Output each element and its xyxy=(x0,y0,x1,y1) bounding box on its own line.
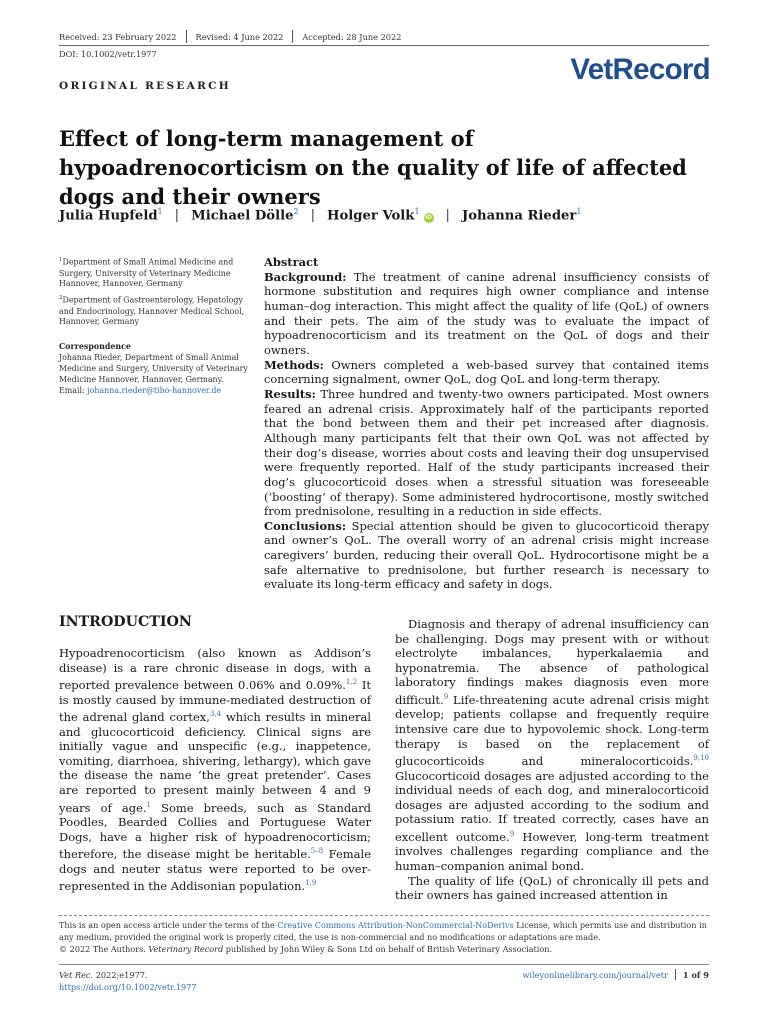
footer-citation: Vet Rec. 2022;e1977. https://doi.org/10.1002/vetr.1977 xyxy=(59,970,197,993)
abstract-results: Results: Three hundred and twenty-two owners participated. Most owners feared an adrenal crisis. Approximately half of the participants reported that the bond between them and their pet increased after diagnosis. Although many participants felt that their own QoL was not affected by their dog’s disease, worries about costs and leaving their dog unsupervised were frequently reported. Half of the study participants increased their dog’s glucocorticoid doses when a stressful situation was foreseeable (‘boosting’ of therapy). Some administered hydrocortisone, mostly switched from prednisolone, resulting in a reduction in side effects. xyxy=(264,386,709,519)
doi-link[interactable]: https://doi.org/10.1002/vetr.1977 xyxy=(59,982,197,993)
citation-link[interactable]: 9 xyxy=(509,829,515,838)
citation-link[interactable]: 5–8 xyxy=(310,847,324,856)
author-separator: | xyxy=(445,207,450,223)
journal-url-link[interactable]: wileyonlinelibrary.com/journal/vetr xyxy=(522,969,668,980)
header-rule xyxy=(59,45,709,46)
author-list xyxy=(59,207,581,223)
citation-link[interactable]: 1 xyxy=(146,800,152,809)
citation-link[interactable]: 1,2 xyxy=(345,678,358,687)
abstract-background: Background: The treatment of canine adrenal insufficiency consists of hormone substitution and requires high owner compliance and intense human–dog interaction. This might affect the quality of life (QoL) of owners and their pets. The aim of the study was to evaluate the impact of hypoadrenocorticism and its treatment on the QoL of dogs and their owners. xyxy=(264,269,709,357)
citation-link[interactable]: 3,4 xyxy=(209,710,222,719)
received-date: Received: 23 February 2022 xyxy=(59,31,177,42)
submission-dates xyxy=(59,30,401,43)
affiliation: $^1$Department of Small Animal Medicine and Surgery, University of Veterinary Medicine Hannover, Hannover, Germany xyxy=(59,257,234,289)
abstract-conclusions: Conclusions: Special attention should be given to glucocorticoid therapy and owner’s QoL. The overall worry of an adrenal crisis might increase caregivers’ burden, reducing their overall QoL. Hydrocortisone might be a safe alternative to prednisolone, but further research is necessary to evaluate its long-term efficacy and safety in dogs. xyxy=(264,518,709,592)
section-label: ORIGINAL RESEARCH xyxy=(59,80,232,92)
journal-logo: VetRecord xyxy=(570,53,710,86)
author-name[interactable]: Holger Volk$^1$iD xyxy=(327,207,432,224)
citation-link[interactable]: 9,10 xyxy=(693,754,709,763)
footer-right xyxy=(505,969,709,980)
footer-rule xyxy=(59,964,709,965)
license-link[interactable]: Creative Commons Attribution-NonCommercial-NoDerivs xyxy=(277,920,514,930)
divider xyxy=(675,969,676,980)
page-number: 1 of 9 xyxy=(682,969,709,980)
divider xyxy=(186,30,187,43)
paragraph: Hypoadrenocorticism (also known as Addison’s disease) is a rare chronic disease in dogs, with a reported prevalence between 0.06% and 0.09%.$^{1,2}$ It is mostly caused by immune-mediated destruction of the adrenal gland cortex,$^{3,4}$ which results in mineral and glucocorticoid deficiency. Clinical signs are initially vague and unspecific (e.g., inappetence, vomiting, diarrhoea, shivering, lethargy), which gave the disease the name ‘the great pretender’. Cases are reported to present mainly between 4 and 9 years of age.$^1$ Some breeds, such as Standard Poodles, Bearded Collies and Portuguese Water Dogs, have a higher risk of hypoadrenocorticism; therefore, the disease might be heritable.$^{5-8}$ Female dogs and neuter status were reported to be over-represented in the Addisonian population.$^{1,9}$ xyxy=(59,646,371,894)
author-name[interactable]: Johanna Rieder$^1$ xyxy=(461,207,582,224)
article-title: Effect of long-term management of hypoadrenocorticism on the quality of life of affected dogs and their owners xyxy=(59,126,687,209)
license-divider xyxy=(59,915,709,916)
accepted-date: Accepted: 28 June 2022 xyxy=(302,31,402,42)
author-name[interactable]: Michael Dölle$^2$ xyxy=(191,207,299,224)
revised-date: Revised: 4 June 2022 xyxy=(195,31,284,42)
section-heading: INTRODUCTION xyxy=(59,614,192,630)
divider xyxy=(292,30,293,43)
affiliation: $^2$Department of Gastroenterology, Hepatology and Endocrinology, Hannover Medical School, Hannover, Germany xyxy=(59,295,245,327)
correspondence: Correspondence Johanna Rieder, Department of Small Animal Medicine and Surgery, University of Veterinary Medicine Hannover, Hannover, Germany. Email: johanna.rieder@tiho-hannover.de xyxy=(59,342,248,395)
orcid-icon[interactable]: iD xyxy=(425,214,432,222)
author-name[interactable]: Julia Hupfeld$^1$ xyxy=(59,207,163,224)
citation-link[interactable]: 1,9 xyxy=(305,879,317,888)
author-separator: | xyxy=(310,207,316,223)
paragraph: Diagnosis and therapy of adrenal insufficiency can be challenging. Dogs may present with or without electrolyte imbalances, hyperkalaemia and hyponatremia. The absence of pathological laboratory findings makes diagnosis even more difficult.$^9$ Life-threatening acute adrenal crisis might develop; patients collapse and frequently require intensive care due to hypovolemic shock. Long-term therapy is based on the replacement of glucocorticoids and mineralocorticoids.$^{9,10}$ Glucocorticoid dosages are adjusted according to the individual needs of each dog, and mineralocorticoid dosages are adjusted according to the sodium and potassium ratio. If treated correctly, cases have an excellent outcome.$^9$ However, long-term treatment involves challenges regarding compliance and the human–companion animal bond. xyxy=(395,617,709,873)
abstract xyxy=(264,255,709,592)
email-link[interactable]: johanna.rieder@tiho-hannover.de xyxy=(87,385,222,395)
author-separator: | xyxy=(174,207,180,223)
abstract-heading: Abstract xyxy=(264,255,319,269)
citation-link[interactable]: 9 xyxy=(443,692,449,701)
article-doi: DOI: 10.1002/vetr.1977 xyxy=(59,49,157,59)
paragraph: The quality of life (QoL) of chronically ill pets and their owners has gained increased attention in xyxy=(395,873,709,903)
correspondence-heading: Correspondence xyxy=(59,342,131,351)
abstract-methods: Methods: Owners completed a web-based survey that contained items concerning signalment, owner QoL, dog QoL and long-term therapy. xyxy=(264,357,709,387)
license-notice: This is an open access article under the terms of the Creative Commons Attribution-NonCommercial-NoDerivs License, which permits use and distribution in any medium, provided the original work is properly cited, the use is non-commercial and no modifications or adaptations are made. © 2022 The Authors. Veterinary Record published by John Wiley & Sons Ltd on behalf of British Veterinary Association. xyxy=(59,920,707,954)
body-column-left xyxy=(59,646,371,894)
body-column-right xyxy=(395,617,709,903)
